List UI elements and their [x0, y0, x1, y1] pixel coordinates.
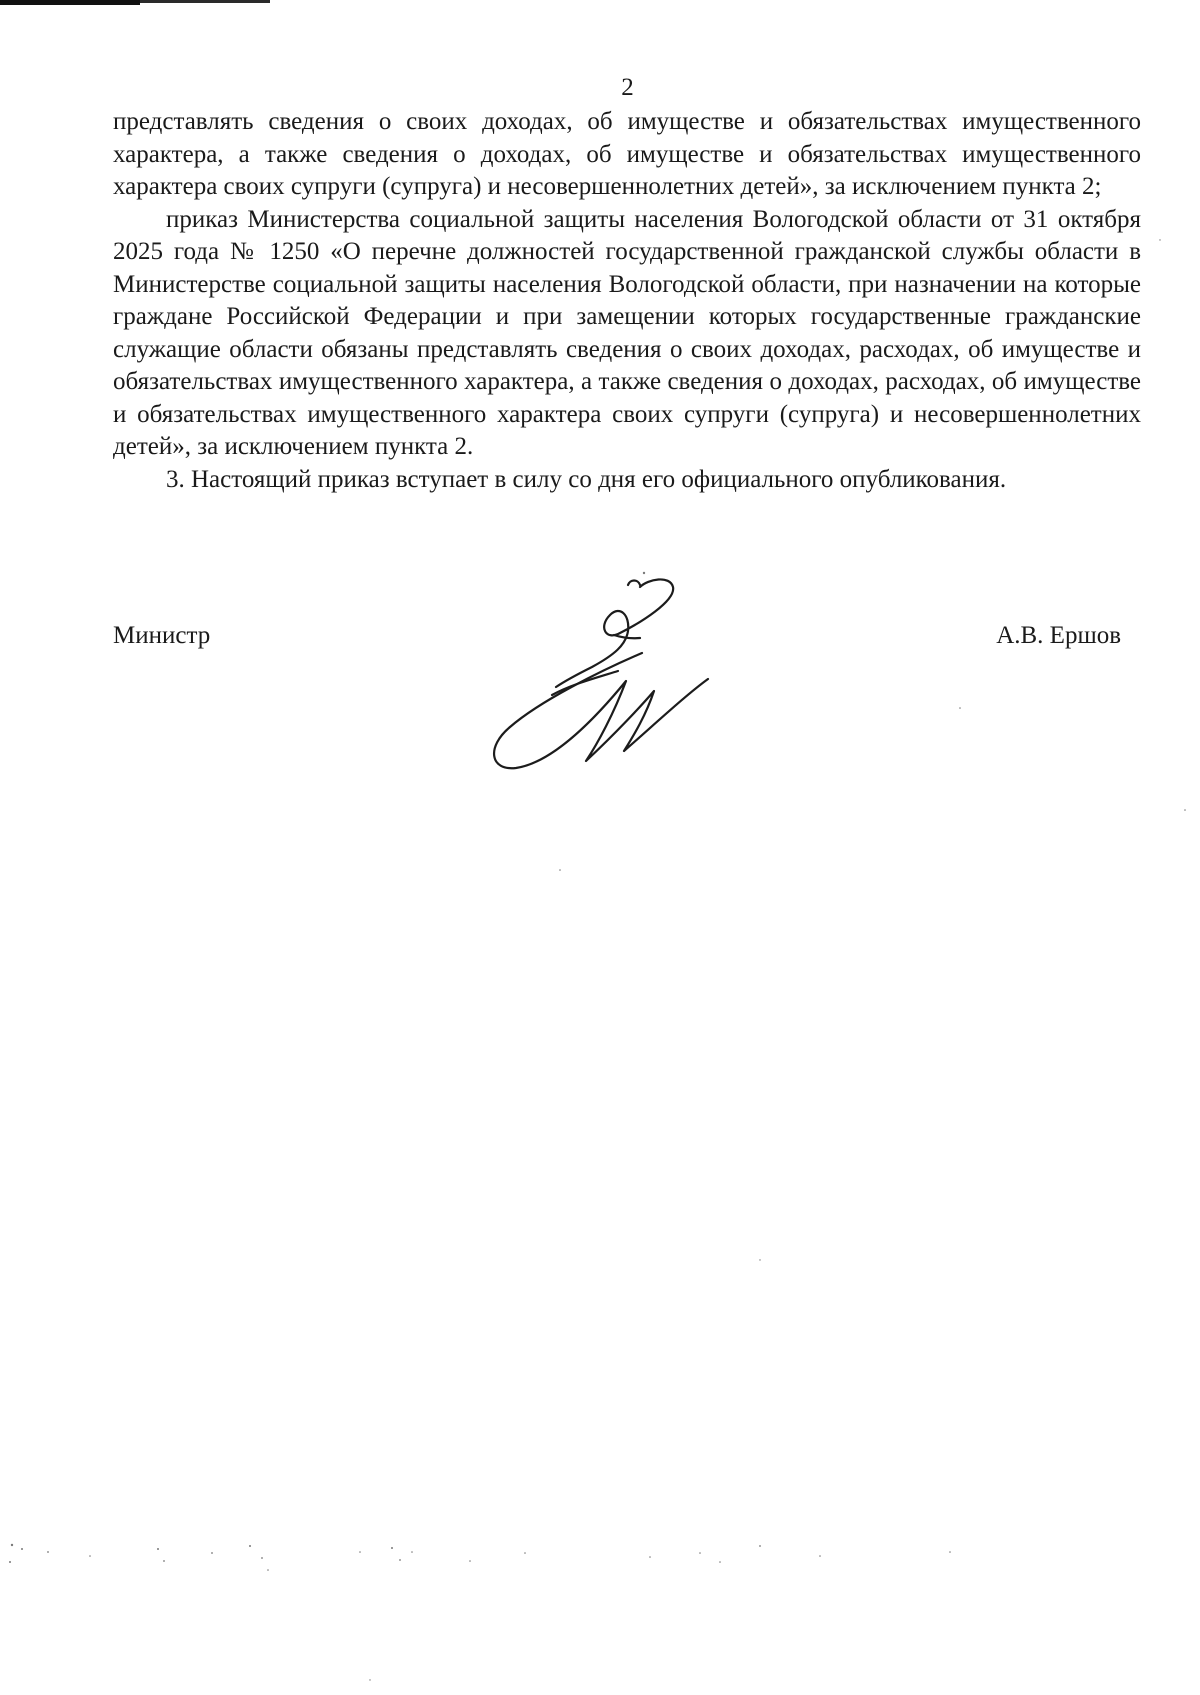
paragraph-order-reference: приказ Министерства социальной защиты населения Вологодской области от 31 октября 2025 года № 1250 «О перечне должностей государственной гражданской службы области в Министерстве социальной защиты населения Вологодской области, при назначении на которые граждане Российской Федерации и при замещении которых государственные гражданские служащие области обязаны представлять сведения о своих доходах, расходах, об имуществе и обязательствах имущественного характера, а также сведения о доходах, расходах, об имуществе и обязательствах имущественного характера своих супруги (супруга) и несовершеннолетних детей», за исключением пункта 2. [113, 205, 1141, 460]
paragraph-continuation: представлять сведения о своих доходах, об имуществе и обязательствах имущественного характера, а также сведения о доходах, об имуществе и обязательствах имущественного характера своих супруги (супруга) и несовершеннолетних детей», за исключением пункта 2; [113, 108, 1141, 200]
handwritten-signature [480, 575, 740, 790]
paragraph-effective-date: 3. Настоящий приказ вступает в силу со дня его официального опубликования. [166, 465, 1007, 493]
signer-name: А.В. Ершов [996, 622, 1121, 649]
signer-position: Министр [113, 622, 211, 649]
page-number: 2 [621, 74, 634, 101]
document-body [113, 106, 1141, 496]
scan-edge-mark [0, 0, 140, 5]
